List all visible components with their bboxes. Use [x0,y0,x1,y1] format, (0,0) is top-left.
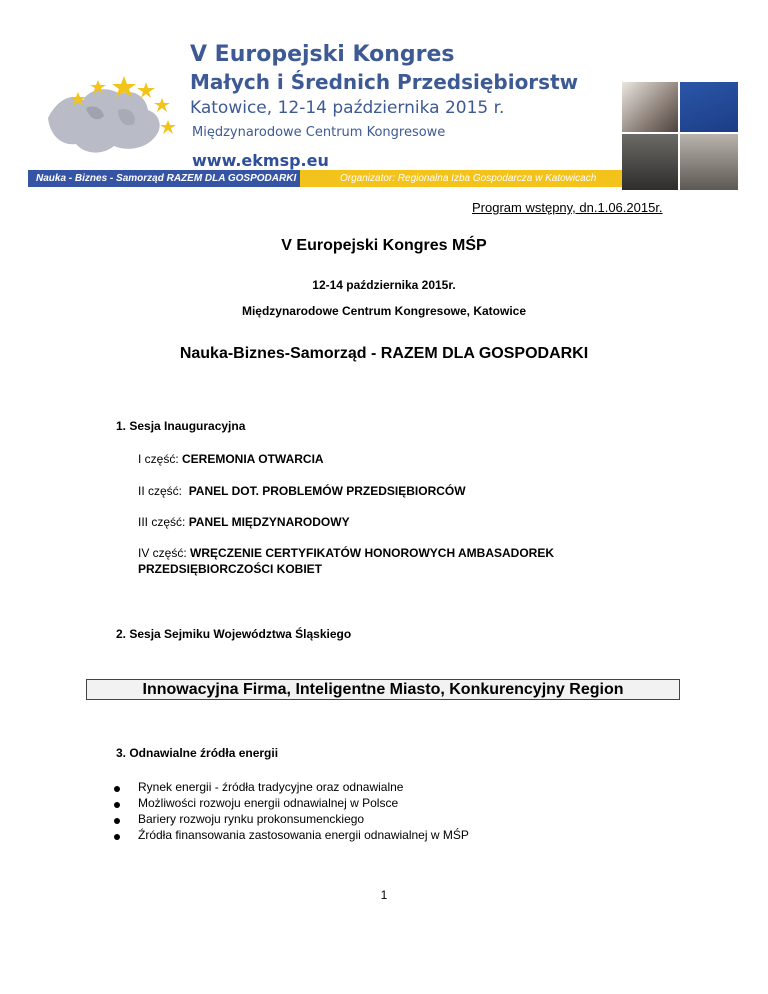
event-venue: Międzynarodowe Centrum Kongresowe, Katowice [241,304,527,318]
banner-organizer: Organizator: Regionalna Izba Gospodarcza w Katowicach [300,170,622,187]
banner-title-line2: Małych i Średnich Przedsiębiorstw [190,70,579,94]
list-item: Źródła finansowania zastosowania energii odnawialnej w MŚP [138,828,469,842]
flag-photo [680,82,738,132]
page-number: 1 [380,888,388,902]
part-label: II część: [138,484,189,498]
section-3-title: 3. Odnawialne źródła energii [116,746,279,760]
part-label: III część: [138,515,189,529]
section-2-title: 2. Sesja Sejmiku Województwa Śląskiego [116,627,352,641]
program-note: Program wstępny, dn.1.06.2015r. [472,200,663,215]
banner-website-link[interactable]: www.ekmsp.eu [192,151,329,170]
session-part-4-continued: PRZEDSIĘBIORCZOŚCI KOBIET [138,562,323,576]
speakers-photo [622,82,678,132]
banner-dates: Katowice, 12-14 października 2015 r. [190,98,505,118]
block-heading: Innowacyjna Firma, Inteligentne Miasto, Konkurencyjny Region [86,679,680,700]
session-part-3 [138,515,350,529]
part-name: CEREMONIA OTWARCIA [182,452,324,466]
event-motto: Nauka-Biznes-Samorząd - RAZEM DLA GOSPODARKI [179,345,589,362]
congress-photo-collage [622,82,738,190]
header-banner [28,28,738,190]
part-name: WRĘCZENIE CERTYFIKATÓW HONOROWYCH AMBASADOREK [190,546,554,560]
session-part-1 [138,452,324,466]
section-1-title: 1. Sesja Inauguracyjna [116,419,246,433]
session-part-2 [138,484,466,498]
europe-map-logo [28,48,188,168]
list-item: Bariery rozwoju rynku prokonsumenckiego [138,812,365,826]
session-part-4 [138,546,554,560]
event-dates: 12-14 października 2015r. [312,278,456,292]
part-name: PANEL DOT. PROBLEMÓW PRZEDSIĘBIORCÓW [188,484,466,498]
part-label: I część: [138,452,183,466]
bullet-icon [114,802,120,808]
part-name: PANEL MIĘDZYNARODOWY [188,515,350,529]
bullet-icon [114,834,120,840]
bullet-icon [114,818,120,824]
bullet-icon [114,786,120,792]
hall-photo [680,134,738,190]
banner-title-line1: V Europejski Kongres [190,42,455,67]
banner-venue: Międzynarodowe Centrum Kongresowe [192,125,446,140]
list-item: Możliwości rozwoju energii odnawialnej w Polsce [138,796,399,810]
part-label: IV część: [138,546,191,560]
main-title: V Europejski Kongres MŚP [281,237,487,254]
banner-slogan: Nauka - Biznes - Samorząd RAZEM DLA GOSPODARKI [28,170,300,187]
list-item: Rynek energii - źródła tradycyjne oraz odnawialne [138,780,404,794]
audience-photo [622,134,678,190]
banner-strip [28,170,622,187]
